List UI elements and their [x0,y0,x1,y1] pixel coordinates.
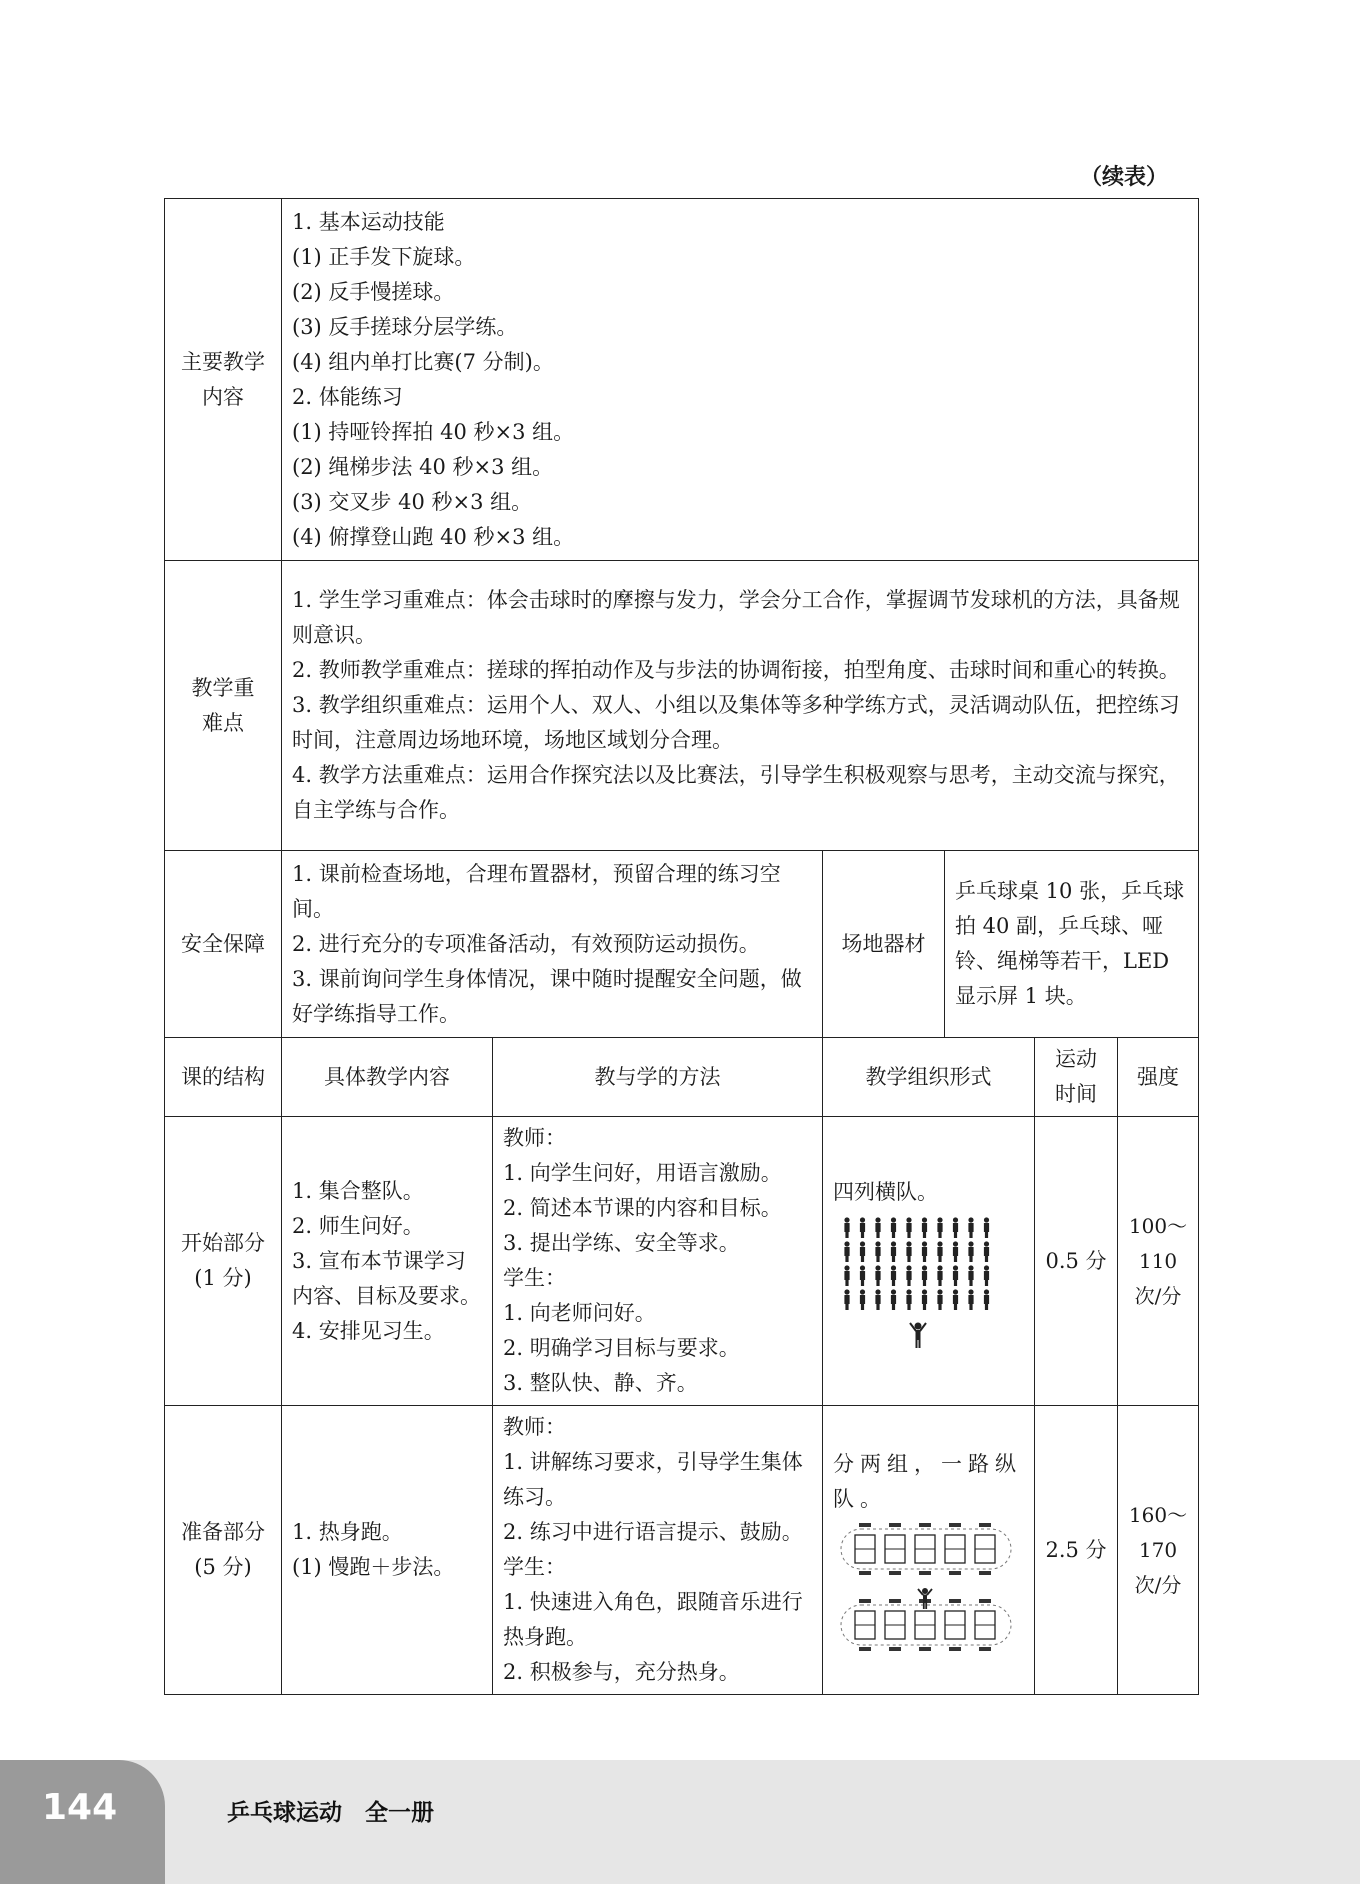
equipment-label: 场地器材 [823,851,945,1038]
part-cell: 准备部分 (5 分) [165,1406,282,1695]
list-item: 1. 课前检查场地，合理布置器材，预留合理的练习空间。 [292,861,781,921]
intensity-cell: 160～ 170 次/分 [1118,1406,1199,1695]
key-points-list [282,561,1199,851]
list-item: 3. 课前询问学生身体情况，课中随时提醒安全问题，做好学练指导工作。 [292,966,802,1026]
header-organization: 教学组织形式 [823,1038,1035,1117]
main-content-row [165,199,1199,561]
safety-row [165,851,1199,1038]
two-group-column-diagram [833,1521,1023,1661]
method-cell: 教师： 1. 向学生问好，用语言激励。 2. 简述本节课的内容和目标。 3. 提出学练、安全等求。 学生： 1. 向老师问好。 2. 明确学习目标与要求。 3. 整队快、静、齐。 [493,1117,823,1406]
list-item: 3. 教学组织重难点：运用个人、双人、小组以及集体等多种学练方式，灵活调动队伍，把控练习时间，注意周边场地环境，场地区域划分合理。 [292,693,1180,752]
running-track-groups [841,1523,1011,1651]
header-structure: 课的结构 [165,1038,282,1117]
time-cell: 2.5 分 [1035,1406,1118,1695]
list-item: (3) 反手搓球分层学练。 [292,314,518,339]
list-item: (4) 组内单打比赛(7 分制)。 [292,349,554,374]
organization-cell [823,1406,1035,1695]
list-item: 1. 学生学习重难点：体会击球时的摩擦与发力，学会分工合作，掌握调节发球机的方法，具备规则意识。 [292,588,1180,647]
list-item: 2. 进行充分的专项准备活动，有效预防运动损伤。 [292,931,760,956]
key-points-label: 教学重 难点 [165,561,282,851]
header-content: 具体教学内容 [282,1038,493,1117]
organization-text: 分两组，一路纵队。 [833,1452,1022,1511]
footer-bar [0,1760,1360,1884]
header-time: 运动 时间 [1035,1038,1118,1117]
list-item: 1. 基本运动技能 [292,209,445,234]
equipment-text: 乒乓球桌 10 张，乒乓球拍 40 副，乒乓球、哑铃、绳梯等若干，LED 显示屏 1 块。 [945,851,1199,1038]
continued-label: （续表） [1080,165,1169,190]
lesson-plan-table [164,198,1199,1695]
method-cell: 教师： 1. 讲解练习要求，引导学生集体练习。 2. 练习中进行语言提示、鼓励。 学生： 1. 快速进入角色，跟随音乐进行热身跑。 2. 积极参与，充分热身。 [493,1406,823,1695]
header-intensity: 强度 [1118,1038,1199,1117]
header-method: 教与学的方法 [493,1038,823,1117]
key-points-row [165,561,1199,851]
four-row-formation-diagram [833,1214,1003,1364]
structure-header-row [165,1038,1199,1117]
organization-cell [823,1117,1035,1406]
safety-label: 安全保障 [165,851,282,1038]
list-item: 2. 教师教学重难点：搓球的挥拍动作及与步法的协调衔接，拍型角度、击球时间和重心的转换。 [292,658,1180,682]
list-item: 4. 教学方法重难点：运用合作探究法以及比赛法，引导学生积极观察与思考，主动交流与探究，自主学练与合作。 [292,763,1180,822]
part-cell: 开始部分 (1 分) [165,1117,282,1406]
main-content-list [282,199,1199,561]
table-row [165,1117,1199,1406]
list-item: (4) 俯撑登山跑 40 秒×3 组。 [292,524,575,549]
safety-list [282,851,823,1038]
organization-text: 四列横队。 [833,1179,938,1204]
list-item: (3) 交叉步 40 秒×3 组。 [292,489,533,514]
main-content-label: 主要教学 内容 [165,199,282,561]
list-item: (2) 反手慢搓球。 [292,279,455,304]
time-cell: 0.5 分 [1035,1117,1118,1406]
list-item: (1) 正手发下旋球。 [292,244,476,269]
content-cell: 1. 集合整队。 2. 师生问好。 3. 宣布本节课学习内容、目标及要求。 4. 安排见习生。 [282,1117,493,1406]
intensity-cell: 100～ 110 次/分 [1118,1117,1199,1406]
page-number: 144 [42,1787,118,1828]
content-cell: 1. 热身跑。 (1) 慢跑＋步法。 [282,1406,493,1695]
list-item: (1) 持哑铃挥拍 40 秒×3 组。 [292,419,575,444]
list-item: (2) 绳梯步法 40 秒×3 组。 [292,454,554,479]
book-title: 乒乓球运动 全一册 [227,1800,434,1826]
teacher-figure [918,1588,932,1609]
formation-students [844,1217,989,1310]
list-item: 2. 体能练习 [292,384,403,409]
teacher-figure [910,1322,926,1348]
table-row [165,1406,1199,1695]
